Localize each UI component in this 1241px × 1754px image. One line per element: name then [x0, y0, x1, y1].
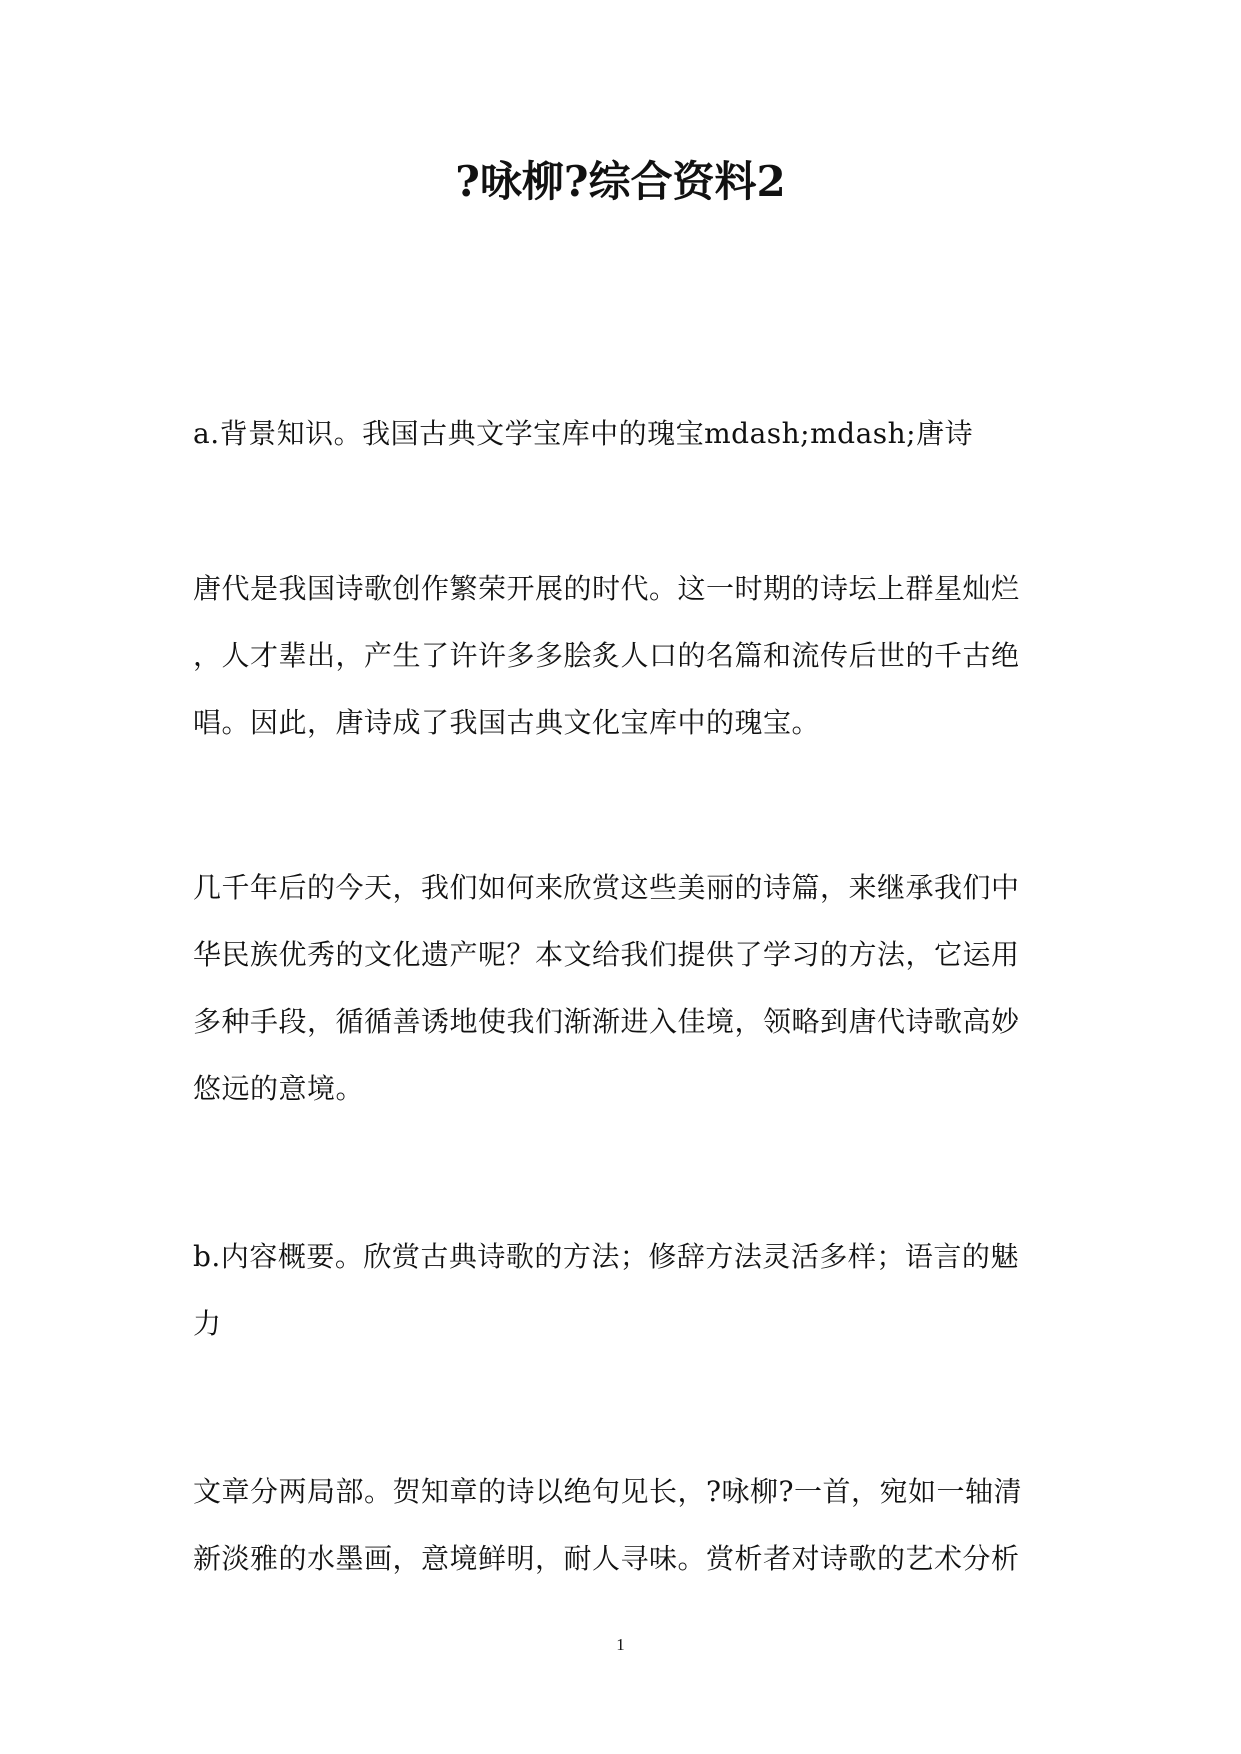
text-line: 唱。因此，唐诗成了我国古典文化宝库中的瑰宝。: [193, 706, 821, 739]
paragraph-content-summary: [193, 1223, 1049, 1357]
page-number: 1: [616, 1635, 625, 1654]
paragraph-structure: [193, 1458, 1049, 1592]
text-line: 新淡雅的水墨画，意境鲜明，耐人寻味。赏析者对诗歌的艺术分析: [193, 1542, 1020, 1575]
text-line: ，人才辈出，产生了许许多多脍炙人口的名篇和流传后世的千古绝: [193, 639, 1020, 672]
text-line: 力: [193, 1307, 222, 1340]
paragraph-appreciation: [193, 854, 1049, 1122]
paragraph-background: [193, 400, 1049, 467]
text-line: a.背景知识。我国古典文学宝库中的瑰宝mdash;mdash;唐诗: [193, 417, 974, 450]
document-title: ?咏柳?综合资料2: [455, 157, 786, 206]
text-line: 悠远的意境。: [193, 1072, 365, 1105]
text-line: 几千年后的今天，我们如何来欣赏这些美丽的诗篇，来继承我们中: [193, 871, 1020, 904]
text-line: b.内容概要。欣赏古典诗歌的方法；修辞方法灵活多样；语言的魅: [193, 1240, 1019, 1273]
text-line: 华民族优秀的文化遗产呢？本文给我们提供了学习的方法，它运用: [193, 938, 1020, 971]
paragraph-tang-dynasty: [193, 555, 1049, 756]
text-line: 文章分两局部。贺知章的诗以绝句见长，?咏柳?一首，宛如一轴清: [193, 1475, 1023, 1508]
text-line: 唐代是我国诗歌创作繁荣开展的时代。这一时期的诗坛上群星灿烂: [193, 572, 1020, 605]
text-line: 多种手段，循循善诱地使我们渐渐进入佳境，领略到唐代诗歌高妙: [193, 1005, 1020, 1038]
